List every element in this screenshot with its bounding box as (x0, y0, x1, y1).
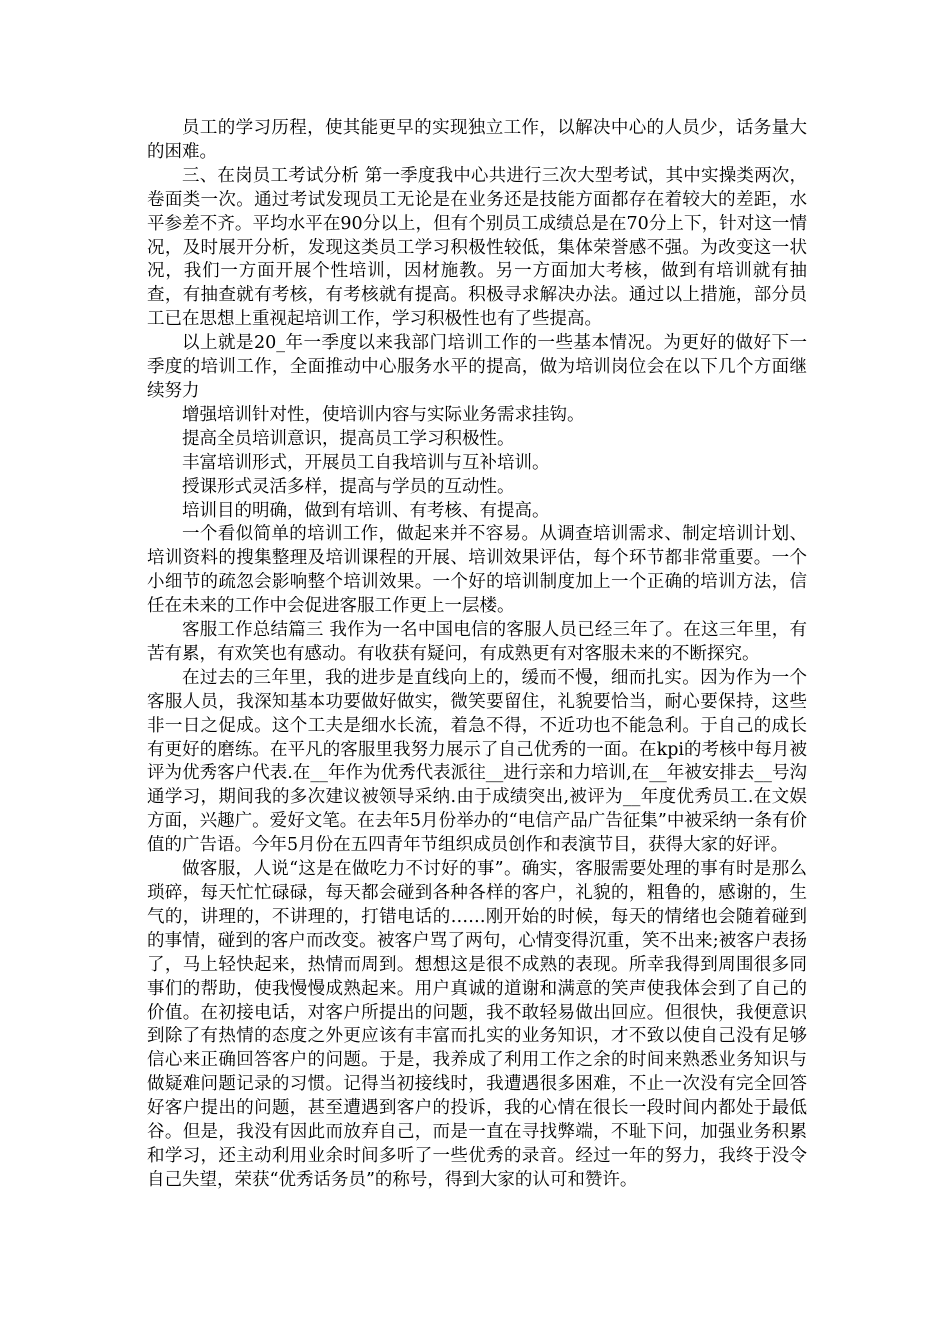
list-item-forms: 丰富培训形式，开展员工自我培训与互补培训。 (182, 452, 550, 473)
paragraph-training-conclusion: 一个看似简单的培训工作，做起来并不容易。从调查培训需求、制定培训计划、培训资料的搜集整理及培训课程的开展、培训效果评估，每个环节都非常重要。一个小细节的疏忽会影响整个培训效果。一个好的培训制度加上一个正确的培训方法，信任在未来的工作中会促进客服工作更上一层楼。 (147, 524, 807, 617)
paragraph-exam-analysis: 三、在岗员工考试分析 第一季度我中心共进行三次大型考试，其中实操类两次，卷面类一次。通过考试发现员工无论是在业务还是技能方面都存在着较大的差距，水平参差不齐。平均水平在90分以上，但有个别员工成绩总是在70分上下，针对这一情况，及时展开分析，发现这类员工学习积极性较低，集体荣誉感不强。为改变这一状况，我们一方面开展个性培训，因材施教。另一方面加大考核，做到有培训就有抽查，有抽查就有考核，有考核就有提高。积极寻求解决办法。通过以上措施，部分员工已在思想上重视起培训工作，学习积极性也有了些提高。 (147, 165, 807, 330)
list-item-goals: 培训目的明确，做到有培训、有考核、有提高。 (182, 500, 550, 521)
paragraph-part-three-intro: 客服工作总结篇三 我作为一名中国电信的客服人员已经三年了。在这三年里，有苦有累，有欢笑也有感动。有收获有疑问，有成熟更有对客服未来的不断探究。 (147, 620, 807, 664)
paragraph-customer-service: 做客服，人说“这是在做吃力不讨好的事”。确实，客服需要处理的事有时是那么琐碎，每天忙忙碌碌，每天都会碰到各种各样的客户，礼貌的，粗鲁的，感谢的，生气的，讲理的，不讲理的，打错电话的……刚开始的时候，每天的情绪也会随着碰到的事情，碰到的客户而改变。被客户骂了两句，心情变得沉重，笑不出来;被客户表扬了，马上轻快起来，热情而周到。想想这是很不成熟的表现。所幸我得到周围很多同事们的帮助，使我慢慢成熟起来。用户真诚的道谢和满意的笑声使我体会到了自己的价值。在初接电话，对客户所提出的问题，我不敢轻易做出回应。但很快，我便意识到除了有热情的态度之外更应该有丰富而扎实的业务知识，才不致以使自己没有足够信心来正确回答客户的问题。于是，我养成了利用工作之余的时间来熟悉业务知识与做疑难问题记录的习惯。记得当初接线时，我遭遇很多困难，不止一次没有完全回答好客户提出的问题，甚至遭遇到客户的投诉，我的心情在很长一段时间内都处于最低谷。但是，我没有因此而放弃自己，而是一直在寻找弊端，不耻下问，加强业务积累和学习，还主动利用业余时间多听了一些优秀的录音。经过一年的努力，我终于没令自己失望，荣获“优秀话务员”的称号，得到大家的认可和赞许。 (147, 859, 807, 1190)
paragraph-training-history: 员工的学习历程，使其能更早的实现独立工作，以解决中心的人员少，话务量大的困难。 (147, 118, 807, 162)
document-body (147, 117, 807, 1193)
list-item-awareness: 提高全员培训意识，提高员工学习积极性。 (182, 428, 515, 449)
paragraph-quarter-summary: 以上就是20_年一季度以来我部门培训工作的一些基本情况。为更好的做好下一季度的培训工作，全面推动中心服务水平的提高，做为培训岗位会在以下几个方面继续努力 (147, 333, 807, 401)
list-item-targeting: 增强培训针对性，使培训内容与实际业务需求挂钩。 (182, 404, 585, 425)
list-item-teaching: 授课形式灵活多样，提高与学员的互动性。 (182, 476, 515, 497)
paragraph-three-years: 在过去的三年里，我的进步是直线向上的，缓而不慢，细而扎实。因为作为一个客服人员，我深知基本功要做好做实，微笑要留住，礼貌要恰当，耐心要保持，这些非一日之促成。这个工夫是细水长流，着急不得，不近功也不能急利。于自己的成长有更好的磨练。在平凡的客服里我努力展示了自己优秀的一面。在kpi的考核中每月被评为优秀客户代表.在__年作为优秀代表派往__进行亲和力培训,在__年被安排去__号沟通学习，期间我的多次建议被领导采纳.由于成绩突出,被评为__年度优秀员工.在文娱方面，兴趣广。爱好文笔。在去年5月份举办的“电信产品广告征集”中被采纳一条有价值的广告语。今年5月份在五四青年节组织成员创作和表演节目，获得大家的好评。 (147, 667, 807, 856)
